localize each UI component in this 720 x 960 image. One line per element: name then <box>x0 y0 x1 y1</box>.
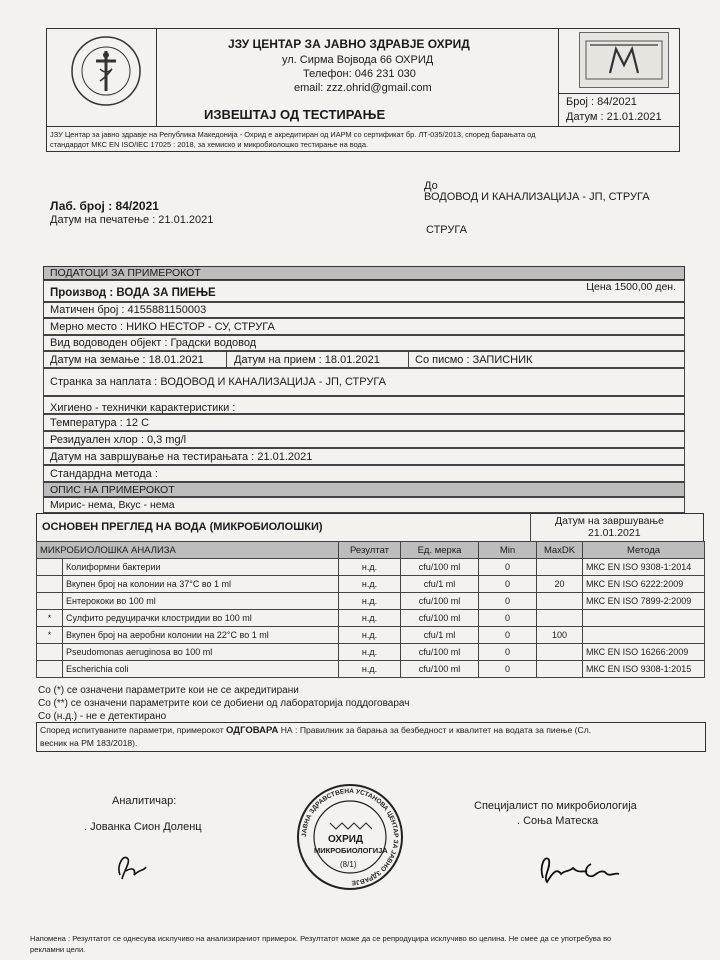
table-row <box>37 644 705 661</box>
stamp-ring-text: ЈАВНА ЗДРАВСТВЕНА УСТАНОВА ЦЕНТАР ЗА ЈАВНО ЗДРАВЈЕ <box>300 787 400 887</box>
header-maxdk: MaxDK <box>537 542 583 559</box>
description-header-row <box>43 482 685 497</box>
row-method: МКС EN ISO 9308-1:2015 <box>583 661 705 678</box>
micro-table-header <box>37 542 705 559</box>
header-min: Min <box>479 542 537 559</box>
institution-logo <box>70 35 142 107</box>
org-name: ЈЗУ ЦЕНТАР ЗА ЈАВНО ЗДРАВЈЕ ОХРИД <box>228 37 470 51</box>
row-result: н.д. <box>339 644 401 661</box>
micro-header-divider <box>530 513 531 541</box>
object-type: Вид водоводен објект : Градски водовод <box>50 337 257 349</box>
reg-number-row <box>43 302 685 318</box>
row-method: МКС EN ISO 7899-2:2009 <box>583 593 705 610</box>
location: Мерно место : НИКО НЕСТОР - СУ, СТРУГА <box>50 321 275 333</box>
row-mark: * <box>37 610 63 627</box>
conclusion-pre: Според испитуваните параметри, примерокот <box>40 725 227 735</box>
location-row <box>43 318 685 335</box>
row-mark <box>37 593 63 610</box>
analyst-name: . Јованка Сион Доленц <box>84 821 202 833</box>
description: Мирис- нема, Вкус - нема <box>50 499 175 511</box>
temperature: Температура : 12 C <box>50 417 150 429</box>
header-divider-left <box>156 28 157 126</box>
row-result: н.д. <box>339 661 401 678</box>
header-number-line <box>558 93 680 94</box>
row-min: 0 <box>479 661 537 678</box>
specialist-name: . Соња Матеска <box>517 815 599 827</box>
row-unit: cfu/100 ml <box>401 644 479 661</box>
row-unit: cfu/100 ml <box>401 661 479 678</box>
table-row <box>37 610 705 627</box>
micro-end-date: 21.01.2021 <box>588 527 641 539</box>
row-result: н.д. <box>339 559 401 576</box>
row-unit: cfu/100 ml <box>401 593 479 610</box>
row-analysis: Ентерококи во 100 ml <box>63 593 339 610</box>
row-min: 0 <box>479 610 537 627</box>
conclusion-post: НА : Правилник за барања за безбедност и квалитет на водата за пиење (Сл. <box>278 725 592 735</box>
report-date: Датум : 21.01.2021 <box>566 111 662 123</box>
row-unit: cfu/100 ml <box>401 559 479 576</box>
row-analysis: Колиформни бактерии <box>63 559 339 576</box>
table-row <box>37 559 705 576</box>
table-row <box>37 627 705 644</box>
table-row <box>37 661 705 678</box>
print-date: Датум на печатење : 21.01.2021 <box>50 214 214 226</box>
test-end: Датум на завршување на тестирањата : 21.01.2021 <box>50 451 313 463</box>
dates-divider-2 <box>408 352 409 368</box>
payer-row <box>43 368 685 396</box>
row-method: МКС EN ISO 9308-1:2014 <box>583 559 705 576</box>
chlorine: Резидуален хлор : 0,3 mg/l <box>50 434 187 446</box>
row-method: МКС EN ISO 6222:2009 <box>583 576 705 593</box>
accreditation-line-1: ЈЗУ Центар за јавно здравје на Република Македонија - Охрид е акредитиран од ИАРМ со сертификат бр. ЛТ-035/2013, според барањата од <box>50 130 536 139</box>
row-maxdk <box>537 644 583 661</box>
row-maxdk: 20 <box>537 576 583 593</box>
sample-section-title: ПОДАТОЦИ ЗА ПРИМЕРОКОТ <box>50 267 201 279</box>
test-end-row <box>43 448 685 465</box>
temperature-row <box>43 414 685 431</box>
legend-not-detected: Со (н.д.) - не е детектирано <box>38 711 167 722</box>
conclusion-line-2: весник на РМ 183/2018). <box>40 738 138 748</box>
row-result: н.д. <box>339 593 401 610</box>
row-mark <box>37 559 63 576</box>
reg-number: Матичен број : 4155881150003 <box>50 304 207 316</box>
row-min: 0 <box>479 576 537 593</box>
row-mark <box>37 576 63 593</box>
conclusion-line-1 <box>40 724 591 737</box>
header-analysis: МИКРОБИОЛОШКА АНАЛИЗА <box>37 542 339 559</box>
chlorine-row <box>43 431 685 448</box>
dates-divider-1 <box>226 352 227 368</box>
row-min: 0 <box>479 559 537 576</box>
footer-note: Напомена : Резултатот се однесува исклучиво на анализираниот примерок. Резултатот може да се репродуцира исклучиво во целина. Не смее да се употребува во <box>30 934 612 943</box>
org-address: ул. Сирма Војвода 66 ОХРИД <box>282 54 434 66</box>
date-taken: Датум на земање : 18.01.2021 <box>50 354 204 366</box>
row-analysis: Вкупен број на аеробни колонии на 22°C во 1 ml <box>63 627 339 644</box>
row-analysis: Pseudomonas aeruginosa во 100 ml <box>63 644 339 661</box>
row-min: 0 <box>479 627 537 644</box>
row-method: МКС EN ISO 16266:2009 <box>583 644 705 661</box>
row-maxdk <box>537 593 583 610</box>
row-analysis: Escherichia coli <box>63 661 339 678</box>
stamp-code: (8/1) <box>340 860 357 869</box>
lab-number: Лаб. број : 84/2021 <box>50 199 159 213</box>
header-divider-right <box>558 28 559 126</box>
price: Цена 1500,00 ден. <box>586 281 676 293</box>
table-row <box>37 593 705 610</box>
row-result: н.д. <box>339 576 401 593</box>
analyst-signature <box>110 845 150 885</box>
stamp-name: ОХРИД <box>328 834 364 845</box>
recipient: ВОДОВОД И КАНАЛИЗАЦИЈА - ЈП, СТРУГА <box>424 191 650 203</box>
table-row <box>37 576 705 593</box>
official-stamp <box>296 783 404 891</box>
accreditation-line-2: стандардот МКС EN ISO/IEC 17025 : 2018, за хемиско и микробиолошко тестирање на вода. <box>50 140 369 149</box>
to-label: До <box>424 180 438 192</box>
specialist-signature <box>535 848 635 888</box>
row-maxdk <box>537 661 583 678</box>
legend-accreditation: Со (*) се означени параметрите кои не се акредитирани <box>38 685 299 696</box>
row-result: н.д. <box>339 627 401 644</box>
row-min: 0 <box>479 593 537 610</box>
conclusion-verdict: ОДГОВАРА <box>226 725 279 736</box>
micro-end-date-label: Датум на завршување <box>555 515 664 527</box>
row-maxdk <box>537 559 583 576</box>
report-number: Број : 84/2021 <box>566 96 637 108</box>
row-mark <box>37 644 63 661</box>
row-method <box>583 610 705 627</box>
micro-table <box>36 541 705 678</box>
row-method <box>583 627 705 644</box>
footer-note-2: рекламни цели. <box>30 945 86 954</box>
header-result: Резултат <box>339 542 401 559</box>
dates-row <box>43 351 685 368</box>
row-analysis: Вкупен број на колонии на 37°C во 1 ml <box>63 576 339 593</box>
analyst-label: Аналитичар: <box>112 795 177 807</box>
row-maxdk <box>537 610 583 627</box>
description-title: ОПИС НА ПРИМЕРОКОТ <box>50 484 175 496</box>
row-unit: cfu/100 ml <box>401 610 479 627</box>
object-type-row <box>43 335 685 351</box>
product: Производ : ВОДА ЗА ПИЕЊЕ <box>50 287 216 299</box>
row-unit: cfu/1 ml <box>401 627 479 644</box>
row-unit: cfu/1 ml <box>401 576 479 593</box>
header-unit: Ед. мерка <box>401 542 479 559</box>
row-result: н.д. <box>339 610 401 627</box>
standard-method: Стандардна метода : <box>50 468 158 480</box>
row-mark: * <box>37 627 63 644</box>
row-min: 0 <box>479 644 537 661</box>
header-method: Метода <box>583 542 705 559</box>
micro-title: ОСНОВЕН ПРЕГЛЕД НА ВОДА (МИКРОБИОЛОШКИ) <box>42 521 323 533</box>
certificate-mark <box>579 32 669 88</box>
hygiene: Хигиено - технички карактеристики : <box>50 402 236 414</box>
report-title: ИЗВЕШТАЈ ОД ТЕСТИРАЊЕ <box>204 107 386 122</box>
org-phone: Телефон: 046 231 030 <box>303 68 416 80</box>
org-email: email: zzz.ohrid@gmail.com <box>294 82 432 94</box>
hygiene-row <box>43 396 685 414</box>
row-mark <box>37 661 63 678</box>
method-row <box>43 465 685 482</box>
recipient-city: СТРУГА <box>426 224 467 236</box>
payer: Странка за наплата : ВОДОВОД И КАНАЛИЗАЦИЈА - ЈП, СТРУГА <box>50 376 386 388</box>
row-maxdk: 100 <box>537 627 583 644</box>
specialist-label: Специјалист по микробиологија <box>474 800 637 812</box>
with-letter: Со писмо : ЗАПИСНИК <box>415 354 533 366</box>
date-received: Датум на прием : 18.01.2021 <box>234 354 380 366</box>
legend-subcontractor: Со (**) се означени параметрите кои се добиени од лабораторија поддоговарач <box>38 698 410 709</box>
header-hline <box>46 126 680 127</box>
row-analysis: Сулфито редуцирачки клостридии во 100 ml <box>63 610 339 627</box>
product-row <box>43 280 685 302</box>
description-row <box>43 497 685 513</box>
stamp-dept: МИКРОБИОЛОГИЈА <box>314 846 388 855</box>
